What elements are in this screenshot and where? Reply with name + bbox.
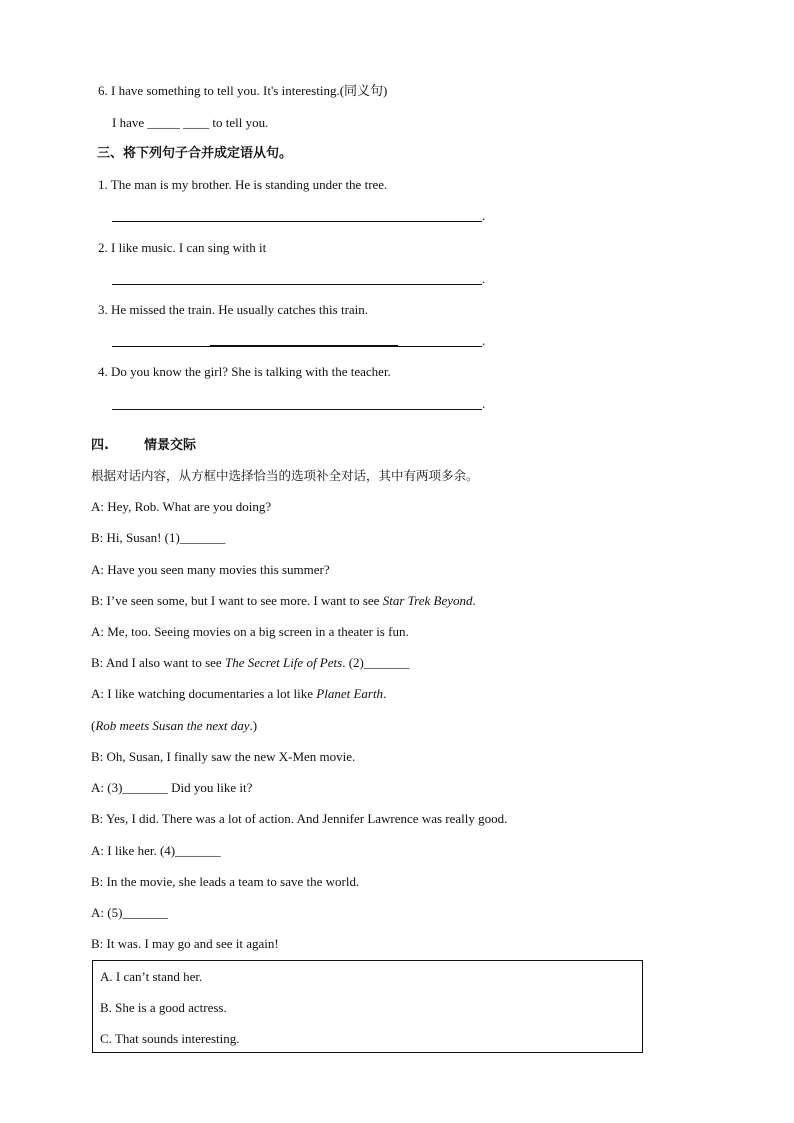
question-6: 6. I have something to tell you. It's interesting.(同义句) (98, 83, 388, 98)
dialogue-line: B: And I also want to see The Secret Life of Pets. (2)_______ (91, 655, 410, 670)
section-4-number: 四. (91, 438, 109, 453)
dialogue-line: B: It was. I may go and see it again! (91, 936, 279, 951)
dialogue-line: A: Hey, Rob. What are you doing? (91, 499, 272, 514)
dialogue-line: A: (5)_______ (91, 905, 168, 920)
dialogue-line: B: In the movie, she leads a team to save the world. (91, 874, 360, 889)
answer-line-4 (112, 409, 482, 410)
dialogue-line: A: I like watching documentaries a lot like Planet Earth. (91, 686, 387, 701)
dialogue-line: B: I’ve seen some, but I want to see more. I want to see Star Trek Beyond. (91, 593, 476, 608)
dialogue-line: A: Have you seen many movies this summer? (91, 562, 330, 577)
option-c: C. That sounds interesting. (100, 1031, 240, 1046)
question-6-answer: I have _____ ____ to tell you. (112, 115, 269, 130)
dialogue-line: B: Hi, Susan! (1)_______ (91, 530, 226, 545)
combine-item-2: 2. I like music. I can sing with it (98, 240, 267, 255)
movie-title: The Secret Life of Pets (224, 655, 343, 670)
stage-direction: (Rob meets Susan the next day.) (91, 718, 258, 733)
combine-item-3: 3. He missed the train. He usually catches this train. (98, 302, 369, 317)
dialogue-line: A: Me, too. Seeing movies on a big screen in a theater is fun. (91, 624, 409, 639)
answer-line-end: . (482, 396, 486, 411)
combine-item-1: 1. The man is my brother. He is standing under the tree. (98, 177, 388, 192)
dialogue-line: B: Oh, Susan, I finally saw the new X-Men movie. (91, 749, 356, 764)
option-b: B. She is a good actress. (100, 1000, 227, 1015)
answer-line-end: . (482, 271, 486, 286)
answer-line-end: . (482, 333, 486, 348)
documentary-title: Planet Earth (316, 686, 384, 701)
combine-item-4: 4. Do you know the girl? She is talking with the teacher. (98, 364, 391, 379)
options-box (92, 960, 643, 1053)
section-3-title: 三、将下列句子合并成定语从句。 (97, 146, 293, 161)
answer-line-2 (112, 284, 482, 285)
movie-title: Star Trek Beyond (382, 593, 473, 608)
dialogue-line: A: I like her. (4)_______ (91, 843, 221, 858)
answer-line-end: . (482, 208, 486, 223)
dialogue-line: B: Yes, I did. There was a lot of action. And Jennifer Lawrence was really good. (91, 811, 508, 826)
dialogue-line: A: (3)_______ Did you like it? (91, 780, 253, 795)
option-a: A. I can’t stand her. (100, 969, 203, 984)
section-4-instruction: 根据对话内容，从方框中选择恰当的选项补全对话，其中有两项多余。 (91, 468, 479, 483)
section-4-title: 情景交际 (144, 438, 197, 453)
answer-line-3-emphasis (210, 345, 398, 347)
answer-line-1 (112, 221, 482, 222)
